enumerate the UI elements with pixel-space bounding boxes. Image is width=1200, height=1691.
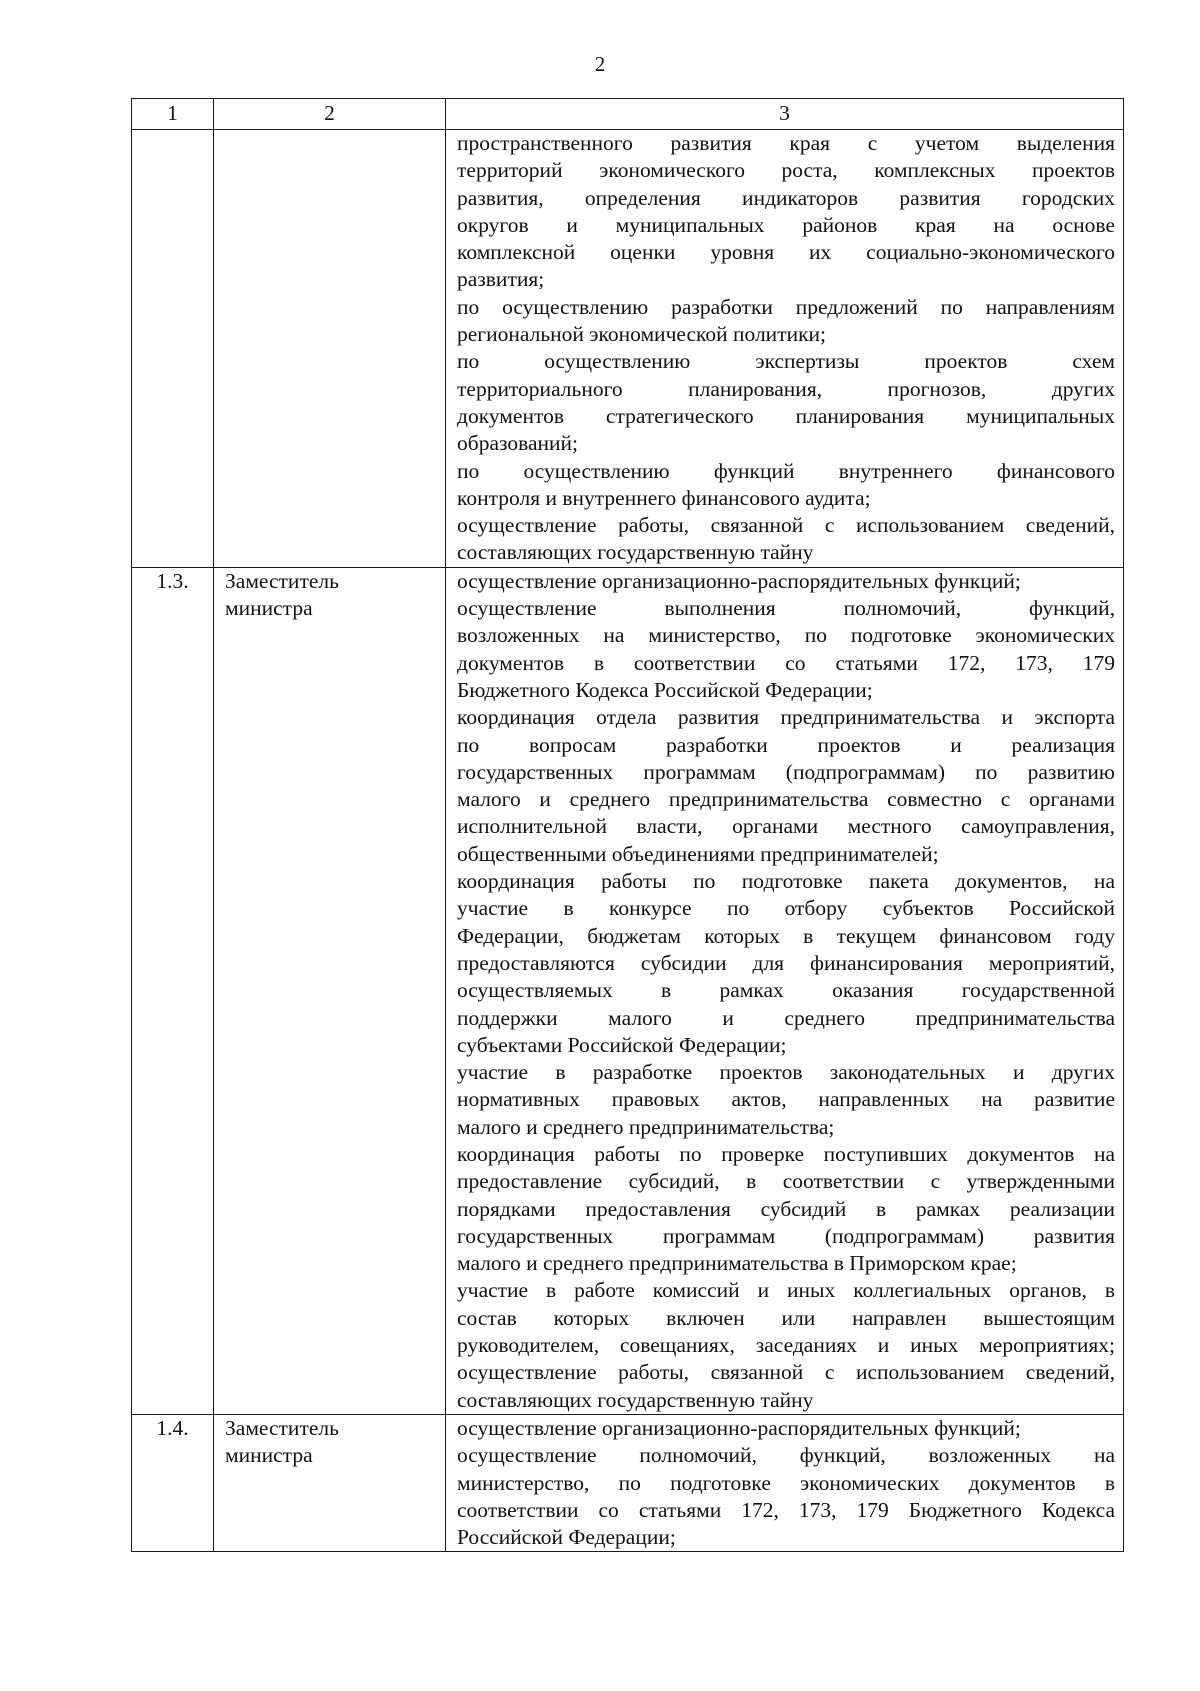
column-header-1: 1 [132,99,214,130]
function-text-line: региональной экономической политики; [457,322,827,347]
function-text-line: осуществление работы, связанной с использованием сведений, [457,513,1115,538]
function-text-line: порядками предоставления субсидий в рамках реализации [457,1196,1115,1221]
table-row [132,1414,1124,1551]
column-header-2: 2 [214,99,446,130]
function-text-line: Федерации, бюджетам которых в текущем финансовом году [457,923,1115,948]
functions-cell [446,130,1124,568]
function-text-line: министерство, по подготовке экономических документов в [457,1470,1115,1495]
position-title-line: министра [225,1443,313,1468]
function-text-line: малого и среднего предпринимательства совместно с органами [457,787,1115,812]
function-text-line: участие в разработке проектов законодательных и других [457,1060,1115,1085]
function-text-line: составляющих государственную тайну [457,540,814,565]
function-text-line: общественными объединениями предпринимателей; [457,841,939,866]
position-cell [214,1414,446,1551]
function-text-line: образований; [457,431,579,456]
function-text-line: участие в работе комиссий и иных коллегиальных органов, в [457,1278,1115,1303]
function-text-line: поддержки малого и среднего предпринимательства [457,1005,1115,1030]
function-text-line: государственных программам (подпрограммам) развития [457,1223,1115,1248]
function-text-line: нормативных правовых актов, направленных на развитие [457,1087,1115,1112]
row-number: 1.3. [132,567,214,1414]
function-text-line: исполнительной власти, органами местного самоуправления, [457,814,1115,839]
function-text-line: малого и среднего предпринимательства в Приморском крае; [457,1251,1017,1276]
function-text-line: документов стратегического планирования муниципальных [457,403,1115,428]
function-text-line: по осуществлению функций внутреннего финансового [457,458,1115,483]
function-text-line: участие в конкурсе по отбору субъектов Российской [457,896,1115,921]
function-text-line: развития; [457,267,545,292]
function-text-line: осуществление полномочий, функций, возложенных на [457,1443,1115,1468]
function-text-line: осуществляемых в рамках оказания государственной [457,978,1115,1003]
column-header-3: 3 [446,99,1124,130]
function-text-line: координация отдела развития предпринимательства и экспорта [457,705,1115,730]
function-text-line: осуществление организационно-распорядительных функций; [457,568,1021,593]
function-text-line: по осуществлению разработки предложений по направлениям [457,294,1115,319]
function-text-line: осуществление организационно-распорядительных функций; [457,1415,1021,1440]
row-number: 1.4. [132,1414,214,1551]
function-text-line: состав которых включен или направлен вышестоящим [457,1305,1115,1330]
function-text-line: осуществление выполнения полномочий, функций, [457,596,1115,621]
function-text-line: координация работы по подготовке пакета документов, на [457,869,1115,894]
position-title-line: Заместитель [225,568,339,593]
function-text-line: комплексной оценки уровня их социально-экономического [457,240,1115,265]
function-text-line: пространственного развития края с учетом выделения [457,131,1115,155]
function-text-line: возложенных на министерство, по подготовке экономических [457,623,1115,648]
position-cell [214,130,446,568]
function-text-line: округов и муниципальных районов края на основе [457,212,1115,237]
functions-cell [446,1414,1124,1551]
function-text-line: руководителем, совещаниях, заседаниях и иных мероприятиях; [457,1333,1115,1358]
function-text-line: территорий экономического роста, комплексных проектов [457,158,1115,183]
row-number [132,130,214,568]
function-text-line: по осуществлению экспертизы проектов схем [457,349,1115,374]
functions-table [131,98,1124,1552]
function-text-line: государственных программам (подпрограммам) по развитию [457,759,1115,784]
function-text-line: документов в соответствии со статьями 172, 173, 179 [457,650,1115,675]
function-text-line: предоставление субсидий, в соответствии с утвержденными [457,1169,1115,1194]
function-text-line: малого и среднего предпринимательства; [457,1114,835,1139]
function-text-line: субъектами Российской Федерации; [457,1032,787,1057]
page-number: 2 [594,52,606,76]
function-text-line: составляющих государственную тайну [457,1387,814,1412]
position-cell [214,567,446,1414]
function-text-line: соответствии со статьями 172, 173, 179 Бюджетного Кодекса [457,1497,1115,1522]
function-text-line: Российской Федерации; [457,1525,676,1550]
table-row [132,567,1124,1414]
position-title-line: Заместитель [225,1415,339,1440]
function-text-line: Бюджетного Кодекса Российской Федерации; [457,677,873,702]
function-text-line: контроля и внутреннего финансового аудита; [457,485,871,510]
position-title-line: министра [225,596,313,621]
function-text-line: по вопросам разработки проектов и реализация [457,732,1115,757]
functions-cell [446,567,1124,1414]
table-header-row [132,99,1124,130]
table-body [132,130,1124,1552]
function-text-line: развития, определения индикаторов развития городских [457,185,1115,210]
function-text-line: территориального планирования, прогнозов, других [457,376,1115,401]
function-text-line: координация работы по проверке поступивших документов на [457,1141,1115,1166]
function-text-line: предоставляются субсидии для финансирования мероприятий, [457,950,1115,975]
function-text-line: осуществление работы, связанной с использованием сведений, [457,1360,1115,1385]
table-row [132,130,1124,568]
